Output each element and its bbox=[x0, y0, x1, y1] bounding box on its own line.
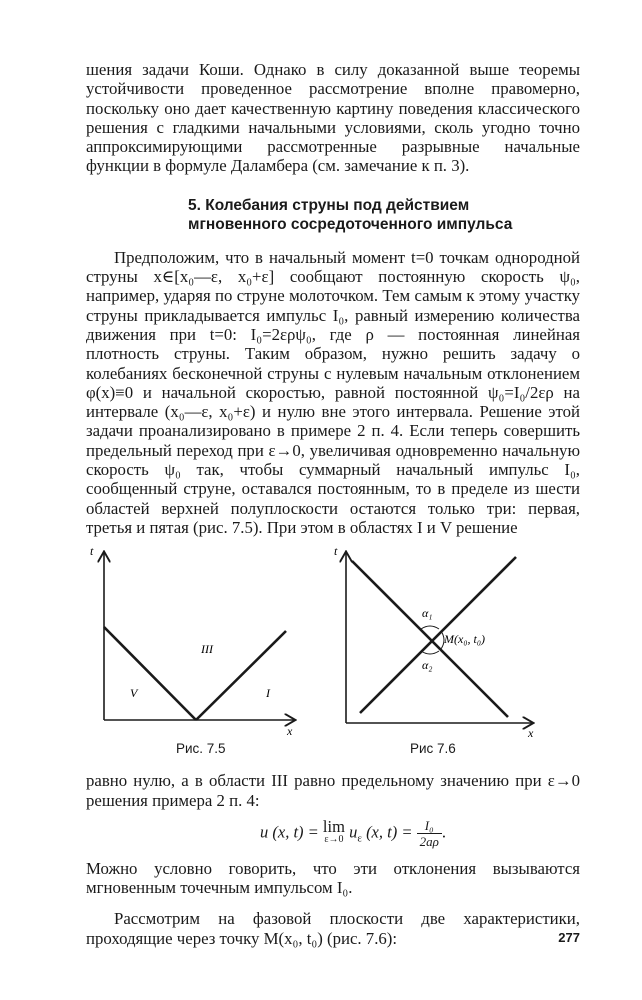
fig2-angle-arc-top bbox=[421, 626, 439, 629]
figure-7-6 bbox=[332, 545, 562, 745]
page-content bbox=[86, 60, 580, 948]
section-heading-line1: 5. Колебания струны под действием bbox=[188, 196, 470, 214]
formula-fraction bbox=[417, 818, 442, 849]
formula-end: . bbox=[441, 822, 446, 842]
paragraph-conclusion: Можно условно говорить, что эти отклонения вызываются мгновенным точечным импульсом I₀. bbox=[86, 858, 580, 898]
formula-numerator: I₀ bbox=[417, 818, 442, 834]
formula bbox=[86, 818, 580, 849]
formula-lim-word: lim bbox=[322, 817, 345, 837]
figure-7-6-caption: Рис 7.6 bbox=[410, 741, 456, 757]
fig2-x-label: x bbox=[528, 726, 534, 741]
figure-7-5-caption: Рис. 7.5 bbox=[176, 741, 226, 757]
formula-u: u bbox=[349, 822, 358, 842]
paragraph-top: шения задачи Коши. Однако в силу доказанной выше теоремы устойчивости проведенное рассмотрение вполне правомерно, поскольку оно дает качественную картину поведения классического решения с гладкими начальными условиями, сколь угодно точно аппроксимирующими рассмотренные разрывные начальные функции в формуле Даламбера (см. замечание к п. 3). bbox=[86, 60, 580, 176]
fig1-region-iii: III bbox=[201, 642, 213, 657]
formula-u-sub: ε bbox=[357, 832, 362, 845]
fig1-t-label: t bbox=[90, 544, 94, 559]
figure-7-5 bbox=[86, 545, 326, 745]
fig2-t-label: t bbox=[334, 544, 338, 559]
section-heading bbox=[86, 196, 580, 234]
fig2-angle-arc-bottom bbox=[421, 651, 439, 654]
formula-args: (x, t) = bbox=[366, 822, 413, 842]
formula-denominator: 2aρ bbox=[419, 833, 439, 849]
section-heading-line2: мгновенного сосредоточенного импульса bbox=[188, 215, 513, 233]
formula-lim-sub: ε→0 bbox=[324, 834, 344, 846]
formula-lhs: u (x, t) = bbox=[260, 822, 319, 842]
fig1-region-i: I bbox=[266, 686, 270, 701]
fig2-ascending-characteristic bbox=[360, 557, 516, 713]
formula-limit bbox=[322, 817, 345, 846]
page-number: 277 bbox=[558, 930, 580, 945]
fig2-alpha1-label: α₁ bbox=[422, 606, 433, 621]
figures-row bbox=[86, 545, 580, 765]
paragraph-after-figures: равно нулю, а в области III равно предельному значению при ε→0 решения примера 2 п. 4: bbox=[86, 771, 580, 810]
fig2-alpha2-label: α₂ bbox=[422, 658, 433, 673]
paragraph-last: Рассмотрим на фазовой плоскости две характеристики, проходящие через точку M(x₀, t₀) (рис. 7.6): bbox=[86, 909, 580, 948]
fig1-left-characteristic bbox=[104, 627, 196, 720]
fig1-region-v: V bbox=[130, 686, 138, 701]
fig1-x-label: x bbox=[287, 724, 293, 739]
fig2-point-m-label: M(x₀, t₀) bbox=[444, 632, 485, 647]
paragraph-main: Предположим, что в начальный момент t=0 точкам однородной струны x∈[x₀—ε, x₀+ε] сообщают постоянную скорость ψ₀, например, ударяя по струне молоточком. Тем самым к этому участку струны прикладывается импульс I₀, равный измерению количества движения при t=0: I₀=2ερψ₀, где ρ — постоянная линейная плотность струны. Таким образом, нужно решить задачу о колебаниях бесконечной струны с нулевым начальным отклонением φ(x)≡0 и начальной скоростью, равной постоянной ψ₀=I₀/2ερ на интервале (x₀—ε, x₀+ε) и нулю вне этого интервала. Решение этой задачи проанализировано в примере 2 п. 4. Если теперь совершить предельный переход при ε→0, увеличивая одновременно начальную скорость ψ₀ так, чтобы суммарный начальный импульс I₀, сообщенный струне, оставался постоянным, то в пределе из шести областей верхней полуплоскости остаются только три: первая, третья и пятая (рис. 7.5). При этом в областях I и V решение bbox=[86, 247, 580, 537]
